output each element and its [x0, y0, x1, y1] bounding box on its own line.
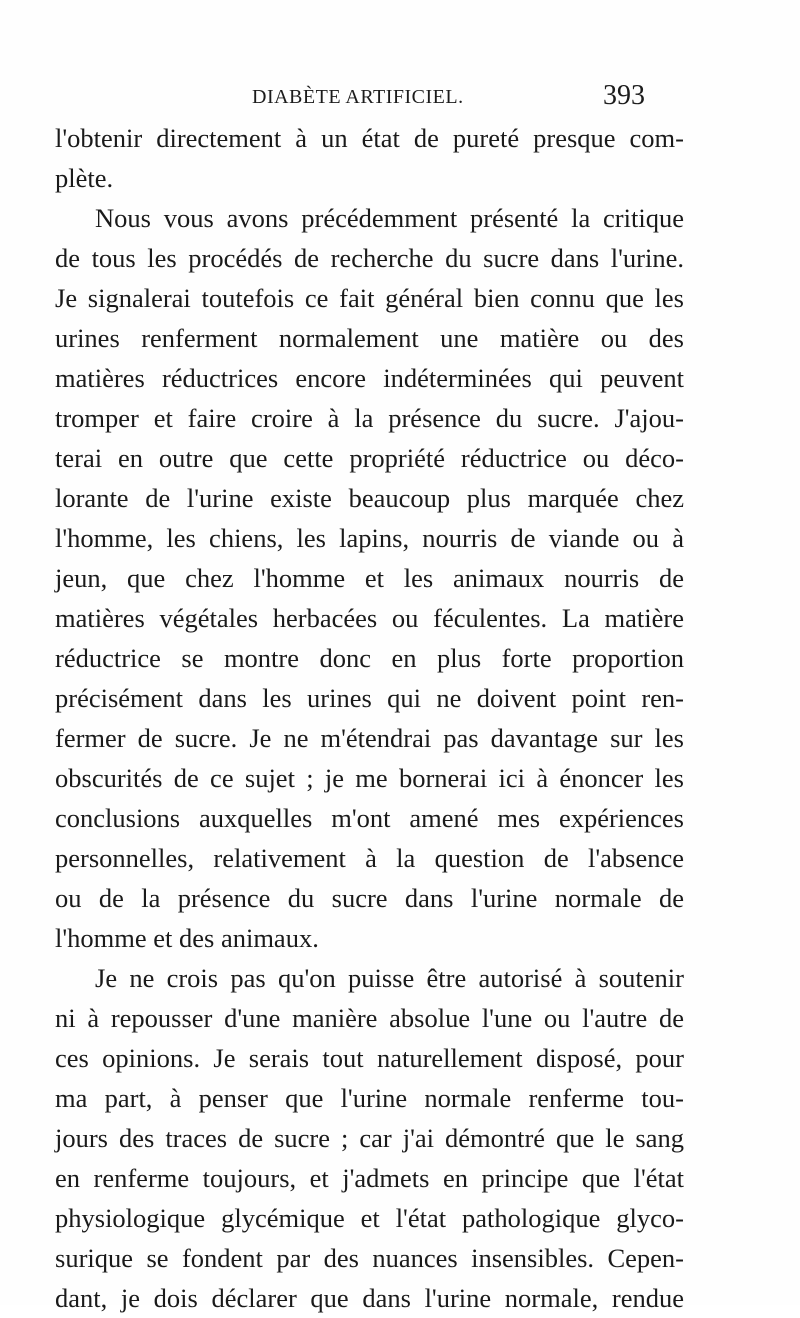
text-line: physiologique glycémique et l'état pathologique glyco- [55, 1203, 684, 1233]
text-line: jeun, que chez l'homme et les animaux nourris de [55, 563, 684, 593]
page-number: 393 [603, 80, 645, 111]
text-line: terai en outre que cette propriété réductrice ou déco- [55, 443, 684, 473]
text-line: l'homme, les chiens, les lapins, nourris de viande ou à [55, 523, 684, 553]
text-line: jours des traces de sucre ; car j'ai démontré que le sang [55, 1123, 684, 1153]
text-line: l'obtenir directement à un état de pureté presque com- [55, 123, 684, 153]
text-line: surique se fondent par des nuances insensibles. Cepen- [55, 1243, 684, 1273]
text-line: obscurités de ce sujet ; je me bornerai ici à énoncer les [55, 763, 684, 793]
text-line: lorante de l'urine existe beaucoup plus marquée chez [55, 483, 684, 513]
text-line: de tous les procédés de recherche du sucre dans l'urine. [55, 243, 684, 273]
text-line: en renferme toujours, et j'admets en principe que l'état [55, 1163, 684, 1193]
text-line: matières végétales herbacées ou féculentes. La matière [55, 603, 684, 633]
text-line: tromper et faire croire à la présence du sucre. J'ajou- [55, 403, 684, 433]
text-line: Nous vous avons précédemment présenté la critique [95, 203, 684, 233]
text-line: précisément dans les urines qui ne doivent point ren- [55, 683, 684, 713]
text-line: dant, je dois déclarer que dans l'urine normale, rendue [55, 1283, 684, 1313]
text-line: Je signalerai toutefois ce fait général bien connu que les [55, 283, 684, 313]
text-line: ou de la présence du sucre dans l'urine normale de [55, 883, 684, 913]
text-line: ma part, à penser que l'urine normale renferme tou- [55, 1083, 684, 1113]
running-title: DIABÈTE ARTIFICIEL. [252, 86, 464, 108]
text-line: l'homme et des animaux. [55, 923, 319, 953]
text-line: fermer de sucre. Je ne m'étendrai pas davantage sur les [55, 723, 684, 753]
text-line: ni à repousser d'une manière absolue l'une ou l'autre de [55, 1003, 684, 1033]
text-line: Je ne crois pas qu'on puisse être autorisé à soutenir [95, 963, 684, 993]
text-line: matières réductrices encore indéterminées qui peuvent [55, 363, 684, 393]
text-line: conclusions auxquelles m'ont amené mes expériences [55, 803, 684, 833]
text-line: personnelles, relativement à la question de l'absence [55, 843, 684, 873]
text-line: ces opinions. Je serais tout naturellement disposé, pour [55, 1043, 684, 1073]
text-line: urines renferment normalement une matière ou des [55, 323, 684, 353]
text-line: réductrice se montre donc en plus forte proportion [55, 643, 684, 673]
text-line: plète. [55, 163, 114, 193]
